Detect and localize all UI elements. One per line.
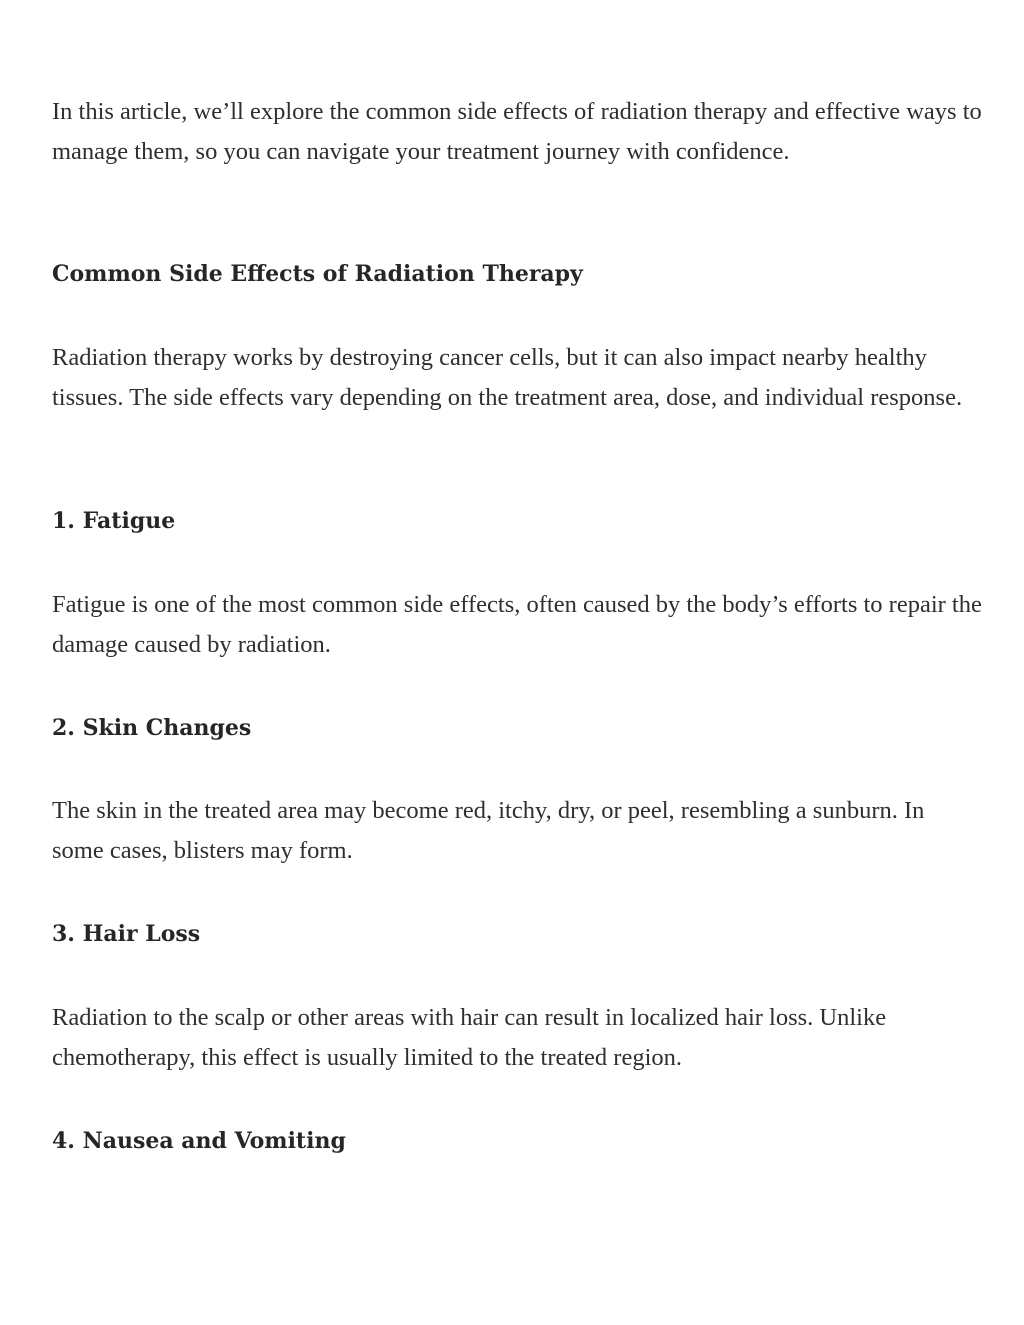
- item-body-fatigue: Fatigue is one of the most common side effects, often caused by the body’s efforts to repair the damage caused by radiation.: [52, 591, 982, 658]
- item-heading-nausea: 4. Nausea and Vomiting: [52, 1128, 346, 1154]
- item-heading-fatigue: 1. Fatigue: [52, 508, 176, 534]
- item-heading-hair-loss: 3. Hair Loss: [52, 921, 201, 947]
- item-body-hair-loss: Radiation to the scalp or other areas with hair can result in localized hair loss. Unlike chemotherapy, this effect is usually limited to the treated region.: [52, 1004, 887, 1071]
- intro-paragraph: In this article, we’ll explore the common side effects of radiation therapy and effective ways to manage them, so you can navigate your treatment journey with confidence.: [52, 98, 982, 165]
- section-intro-paragraph: Radiation therapy works by destroying cancer cells, but it can also impact nearby healthy tissues. The side effects vary depending on the treatment area, dose, and individual response.: [52, 344, 963, 411]
- item-body-skin-changes: The skin in the treated area may become red, itchy, dry, or peel, resembling a sunburn. In some cases, blisters may form.: [52, 797, 925, 864]
- section-heading: Common Side Effects of Radiation Therapy: [52, 261, 583, 287]
- item-heading-skin-changes: 2. Skin Changes: [52, 715, 252, 741]
